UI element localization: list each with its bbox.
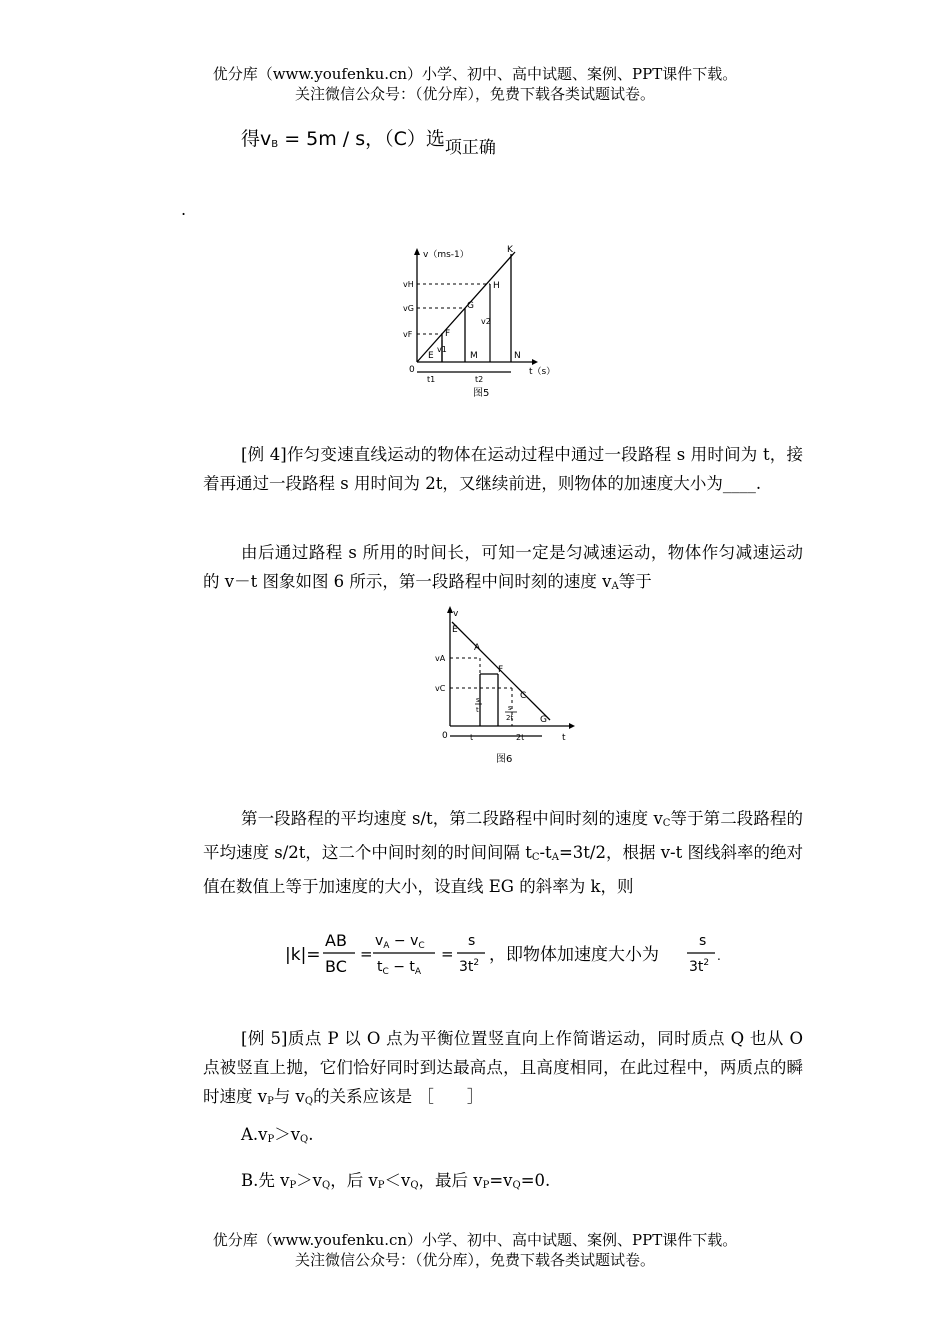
footer-line-1: 优分库（www.youfenku.cn）小学、初中、高中试题、案例、PPT课件下载。 bbox=[212, 1231, 738, 1249]
explain-p2-sub1: C bbox=[531, 852, 540, 863]
fig5-origin: 0 bbox=[409, 365, 415, 375]
opt-b-4: ＜v bbox=[384, 1171, 411, 1190]
fig6-label-vC: vC bbox=[435, 684, 446, 693]
eq-den2 bbox=[377, 959, 422, 977]
figure-6 bbox=[432, 606, 582, 766]
eq-den2-minus: − t bbox=[388, 959, 415, 975]
eq-den4-t: 3t bbox=[689, 959, 704, 975]
intro-de: 得 bbox=[241, 128, 261, 150]
fig6-s-over-2t-num: s bbox=[508, 704, 512, 712]
fig6-s-over-2t-den: 2t bbox=[506, 714, 514, 722]
page-header bbox=[0, 64, 950, 104]
opt-a-2: ＞v bbox=[274, 1125, 301, 1144]
example-4-question: [例 4]作匀变速直线运动的物体在运动过程中通过一段路程 s 用时间为 t，接着再通过一段路程 s 用时间为 2t，又继续前进，则物体的加速度大小为____. bbox=[203, 445, 803, 493]
fig5-label-v1: v1 bbox=[437, 345, 447, 354]
fig6-label-E: E bbox=[452, 625, 458, 635]
fig5-label-vH: vH bbox=[403, 280, 414, 289]
ex5-q-a: [例 5]质点 P 以 O 点为平衡位置竖直向上作简谐运动，同时质点 Q 也从 O 点被竖直上抛，它们恰好同时到达最高点，且高度相同，在此过程中，两质点的瞬时速度 v bbox=[203, 1029, 803, 1106]
opt-b-5: ，最后 v bbox=[418, 1171, 483, 1190]
example-4-answer bbox=[203, 538, 803, 601]
fig6-label-C: C bbox=[520, 691, 527, 701]
fig5-label-t2: t2 bbox=[475, 375, 484, 384]
fig6-origin: 0 bbox=[442, 731, 448, 741]
opt-b-s6: Q bbox=[512, 1180, 521, 1191]
fig5-label-M: M bbox=[470, 351, 478, 361]
opt-b-s5: P bbox=[482, 1180, 490, 1191]
eq-den2-c: C bbox=[382, 967, 389, 977]
eq-den3-t: 3t bbox=[459, 959, 474, 975]
fig6-s-over-t-den: t bbox=[476, 706, 479, 714]
fig5-label-N: N bbox=[514, 351, 521, 361]
option-b bbox=[241, 1166, 841, 1200]
opt-b-2: ＞v bbox=[296, 1171, 322, 1190]
header-line-1: 优分库（www.youfenku.cn）小学、初中、高中试题、案例、PPT课件下载。 bbox=[212, 65, 738, 83]
eq-ab: AB bbox=[325, 931, 347, 950]
ex5-q-b: 与 v bbox=[273, 1087, 305, 1106]
opt-a-1: A.v bbox=[241, 1125, 268, 1144]
fig6-caption: 图6 bbox=[496, 754, 513, 765]
eq-absk: |k|= bbox=[285, 945, 321, 965]
fig5-label-E: E bbox=[428, 351, 434, 361]
eq-text: ，即物体加速度大小为 bbox=[489, 945, 659, 965]
fig6-label-2t: 2t bbox=[516, 733, 525, 742]
fig5-label-vG: vG bbox=[403, 304, 414, 313]
eq-bc: BC bbox=[325, 957, 347, 976]
fig6-label-t: t bbox=[470, 733, 474, 742]
eq-den3-sq: 2 bbox=[473, 958, 480, 968]
fig6-xaxis: t bbox=[562, 733, 566, 743]
figure-5 bbox=[395, 244, 565, 404]
opt-b-1: B.先 v bbox=[241, 1171, 290, 1190]
fig5-caption: 图5 bbox=[473, 388, 490, 399]
header-line-2: 关注微信公众号：（优分库），免费下载各类试题试卷。 bbox=[294, 85, 655, 103]
eq-den4-sq: 2 bbox=[703, 958, 710, 968]
example-4-answer-sub: A bbox=[611, 581, 619, 592]
fig5-label-H: H bbox=[493, 281, 500, 291]
opt-a-s2: Q bbox=[300, 1134, 309, 1145]
fig5-yaxis: v（ms-1） bbox=[423, 250, 469, 260]
slope-equation bbox=[285, 924, 745, 984]
fig6-label-vA: vA bbox=[435, 654, 446, 663]
eq-num2-c: C bbox=[418, 941, 425, 951]
intro-eq: = 5m / s，（C）选 bbox=[284, 128, 445, 150]
eq-den4 bbox=[689, 958, 709, 975]
page-footer bbox=[0, 1230, 950, 1270]
opt-b-6: =v bbox=[489, 1171, 513, 1190]
eq-equals-2: = bbox=[441, 945, 454, 963]
explain-p3: =3t/2，根据 v-t 图线斜率的绝对值在数值上等于加速度的大小，设直线 EG 的斜率为 k，则 bbox=[203, 843, 803, 896]
fig6-label-G: G bbox=[540, 715, 547, 725]
ex5-q-sub1: P bbox=[267, 1096, 274, 1107]
fig6-yaxis: v bbox=[453, 609, 459, 619]
eq-num4: s bbox=[699, 933, 707, 949]
fig5-label-K: K bbox=[507, 245, 513, 255]
explain-p1-sub: C bbox=[662, 818, 671, 829]
opt-b-s3: P bbox=[377, 1180, 385, 1191]
eq-num2-a: A bbox=[383, 941, 390, 951]
fig6-label-F: F bbox=[498, 665, 504, 675]
ex5-q-sub2: Q bbox=[304, 1096, 314, 1107]
opt-a-3: . bbox=[308, 1125, 314, 1144]
explain-p2-sub2: A bbox=[551, 852, 559, 863]
explain-p1: 第一段路程的平均速度 s/t，第二段路程中间时刻的速度 v bbox=[241, 809, 663, 828]
eq-den2-a: A bbox=[414, 967, 422, 977]
eq-num2-minus: − v bbox=[389, 933, 419, 949]
example-4-answer-pre: 由后通过路程 s 所用的时间长，可知一定是匀减速运动，物体作匀减速运动的 v－t 图象如图 6 所示，第一段路程中间时刻的速度 v bbox=[203, 543, 803, 591]
opt-b-s2: Q bbox=[322, 1180, 331, 1191]
explain-p2-mid: -t bbox=[539, 843, 552, 862]
opt-b-3: ，后 v bbox=[330, 1171, 378, 1190]
fig5-label-v2: v2 bbox=[481, 317, 491, 326]
fig6-label-A: A bbox=[474, 643, 481, 653]
fig5-label-F: F bbox=[445, 329, 451, 339]
fig5-label-G: G bbox=[467, 301, 474, 311]
example-5-question bbox=[203, 1024, 803, 1116]
explanation-paragraph bbox=[203, 804, 803, 901]
explain-p2: 等于第二段路程的平均速度 s/2t，这二个中间时刻的时间间隔 t bbox=[203, 809, 804, 862]
fig5-xaxis: t（s） bbox=[529, 367, 556, 377]
fig5-label-t1: t1 bbox=[427, 375, 436, 384]
eq-den2-t: t bbox=[377, 959, 383, 975]
eq-den3 bbox=[459, 958, 479, 975]
eq-num3: s bbox=[468, 933, 476, 949]
stray-dot: . bbox=[181, 200, 187, 219]
opt-a-s1: P bbox=[267, 1134, 275, 1145]
opt-b-s1: P bbox=[289, 1180, 297, 1191]
intro-vsub: B bbox=[271, 139, 279, 150]
eq-end: . bbox=[717, 949, 721, 963]
fig6-s-over-t-num: s bbox=[476, 696, 480, 704]
fig5-label-vF: vF bbox=[403, 330, 413, 339]
eq-num2-v: v bbox=[375, 933, 384, 949]
intro-line bbox=[241, 124, 496, 158]
ex5-q-c: 的关系应该是 ［ ］ bbox=[313, 1087, 484, 1106]
opt-b-s4: Q bbox=[410, 1180, 419, 1191]
intro-tail: 项正确 bbox=[444, 138, 496, 158]
eq-equals-1: = bbox=[360, 945, 373, 963]
footer-line-2: 关注微信公众号：（优分库），免费下载各类试题试卷。 bbox=[294, 1251, 655, 1269]
intro-v: v bbox=[260, 128, 272, 150]
example-4-answer-post: 等于 bbox=[618, 572, 652, 591]
option-a bbox=[241, 1120, 841, 1154]
opt-b-7: =0. bbox=[520, 1171, 551, 1190]
eq-num2 bbox=[375, 933, 425, 951]
